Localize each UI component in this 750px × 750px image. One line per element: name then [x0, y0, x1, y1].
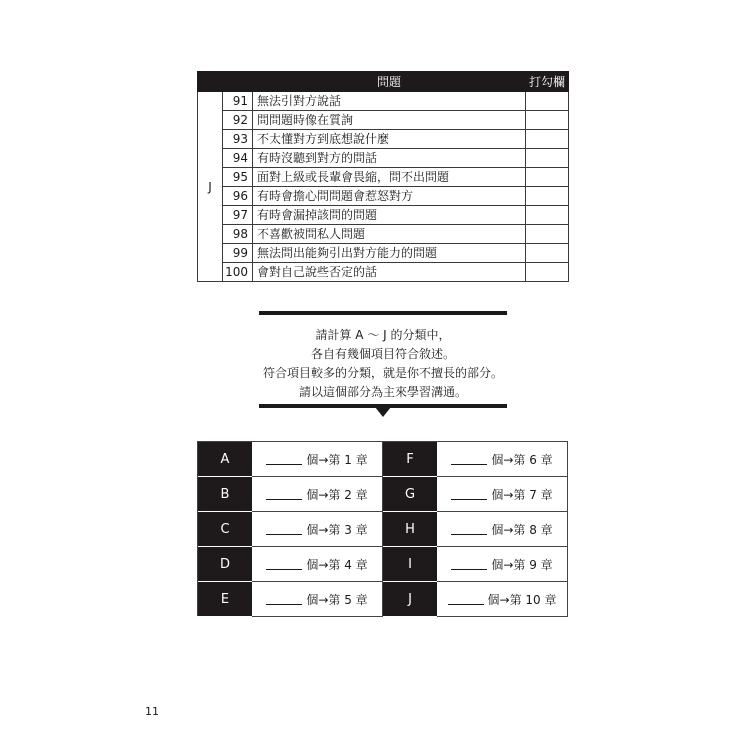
category-label: H — [383, 512, 437, 547]
chapter-ref: 個→第 8 章 — [491, 522, 553, 537]
category-label: I — [383, 547, 437, 582]
count-blank[interactable] — [451, 559, 487, 570]
check-cell[interactable] — [526, 149, 569, 168]
category-label: J — [198, 92, 223, 282]
count-cell — [437, 512, 568, 547]
count-row — [198, 442, 568, 477]
count-blank[interactable] — [266, 489, 302, 500]
header-question: 問題 — [253, 72, 526, 92]
count-grid — [197, 441, 568, 616]
header-category-cell — [198, 72, 223, 92]
instruction-top-bar — [259, 311, 507, 315]
count-row — [198, 512, 568, 547]
chapter-ref: 個→第 6 章 — [491, 452, 553, 467]
count-cell — [437, 442, 568, 477]
question-rows — [198, 92, 569, 282]
question-text: 有時會擔心問問題會惹怒對方 — [253, 187, 526, 206]
table-row — [198, 111, 569, 130]
question-text: 問問題時像在質詢 — [253, 111, 526, 130]
question-text: 有時會漏掉該問的問題 — [253, 206, 526, 225]
check-cell[interactable] — [526, 111, 569, 130]
count-cell — [437, 547, 568, 582]
table-row — [198, 187, 569, 206]
instruction-line: 請計算 A ～ J 的分類中， — [315, 328, 451, 342]
pointer-arrow-icon — [375, 407, 391, 417]
count-blank[interactable] — [266, 594, 302, 605]
instruction-line: 符合項目較多的分類，就是你不擅長的部分。 — [262, 366, 503, 380]
instruction-text — [230, 326, 536, 402]
category-label: D — [198, 547, 252, 582]
count-cell — [437, 582, 568, 617]
table-row — [198, 130, 569, 149]
check-cell[interactable] — [526, 187, 569, 206]
count-blank[interactable] — [266, 454, 302, 465]
question-number: 94 — [223, 149, 253, 168]
question-text: 會對自己說些否定的話 — [253, 263, 526, 282]
count-blank[interactable] — [451, 489, 487, 500]
instruction-line: 各自有幾個項目符合敘述。 — [310, 347, 455, 361]
count-cell — [252, 582, 383, 617]
check-cell[interactable] — [526, 263, 569, 282]
table-row — [198, 244, 569, 263]
chapter-ref: 個→第 4 章 — [306, 557, 368, 572]
chapter-ref: 個→第 3 章 — [306, 522, 368, 537]
category-label: A — [198, 442, 252, 477]
category-label: C — [198, 512, 252, 547]
count-row — [198, 547, 568, 582]
question-number: 97 — [223, 206, 253, 225]
category-label: F — [383, 442, 437, 477]
check-cell[interactable] — [526, 206, 569, 225]
table-row — [198, 263, 569, 282]
count-blank[interactable] — [266, 524, 302, 535]
question-table — [197, 71, 569, 282]
chapter-ref: 個→第 5 章 — [306, 592, 368, 607]
category-label: B — [198, 477, 252, 512]
check-cell[interactable] — [526, 92, 569, 111]
question-text: 有時沒聽到對方的問話 — [253, 149, 526, 168]
check-cell[interactable] — [526, 130, 569, 149]
question-number: 96 — [223, 187, 253, 206]
count-blank[interactable] — [266, 559, 302, 570]
count-row — [198, 582, 568, 617]
count-blank[interactable] — [451, 524, 487, 535]
count-blank[interactable] — [448, 594, 484, 605]
table-header-row — [198, 72, 569, 92]
chapter-ref: 個→第 9 章 — [491, 557, 553, 572]
page-number: 11 — [145, 705, 159, 718]
category-label: G — [383, 477, 437, 512]
check-cell[interactable] — [526, 244, 569, 263]
question-text: 不太懂對方到底想說什麼 — [253, 130, 526, 149]
question-number: 98 — [223, 225, 253, 244]
question-number: 100 — [223, 263, 253, 282]
table-row — [198, 92, 569, 111]
check-cell[interactable] — [526, 225, 569, 244]
instruction-line: 請以這個部分為主來學習溝通。 — [298, 385, 467, 399]
table-row — [198, 168, 569, 187]
chapter-ref: 個→第 7 章 — [491, 487, 553, 502]
chapter-ref: 個→第 2 章 — [306, 487, 368, 502]
question-number: 93 — [223, 130, 253, 149]
table-row — [198, 149, 569, 168]
count-cell — [252, 547, 383, 582]
question-text: 不喜歡被問私人問題 — [253, 225, 526, 244]
question-number: 91 — [223, 92, 253, 111]
question-number: 92 — [223, 111, 253, 130]
table-row — [198, 225, 569, 244]
header-check: 打勾欄 — [526, 72, 569, 92]
check-cell[interactable] — [526, 168, 569, 187]
question-number: 95 — [223, 168, 253, 187]
question-number: 99 — [223, 244, 253, 263]
count-cell — [252, 442, 383, 477]
count-blank[interactable] — [451, 454, 487, 465]
count-row — [198, 477, 568, 512]
count-cell — [252, 477, 383, 512]
table-row — [198, 206, 569, 225]
category-label: J — [383, 582, 437, 617]
question-text: 無法問出能夠引出對方能力的問題 — [253, 244, 526, 263]
chapter-ref: 個→第 10 章 — [487, 592, 557, 607]
question-text: 面對上級或長輩會畏縮，問不出問題 — [253, 168, 526, 187]
count-cell — [252, 512, 383, 547]
question-text: 無法引對方說話 — [253, 92, 526, 111]
header-number-cell — [223, 72, 253, 92]
count-cell — [437, 477, 568, 512]
chapter-ref: 個→第 1 章 — [306, 452, 368, 467]
category-label: E — [198, 582, 252, 617]
